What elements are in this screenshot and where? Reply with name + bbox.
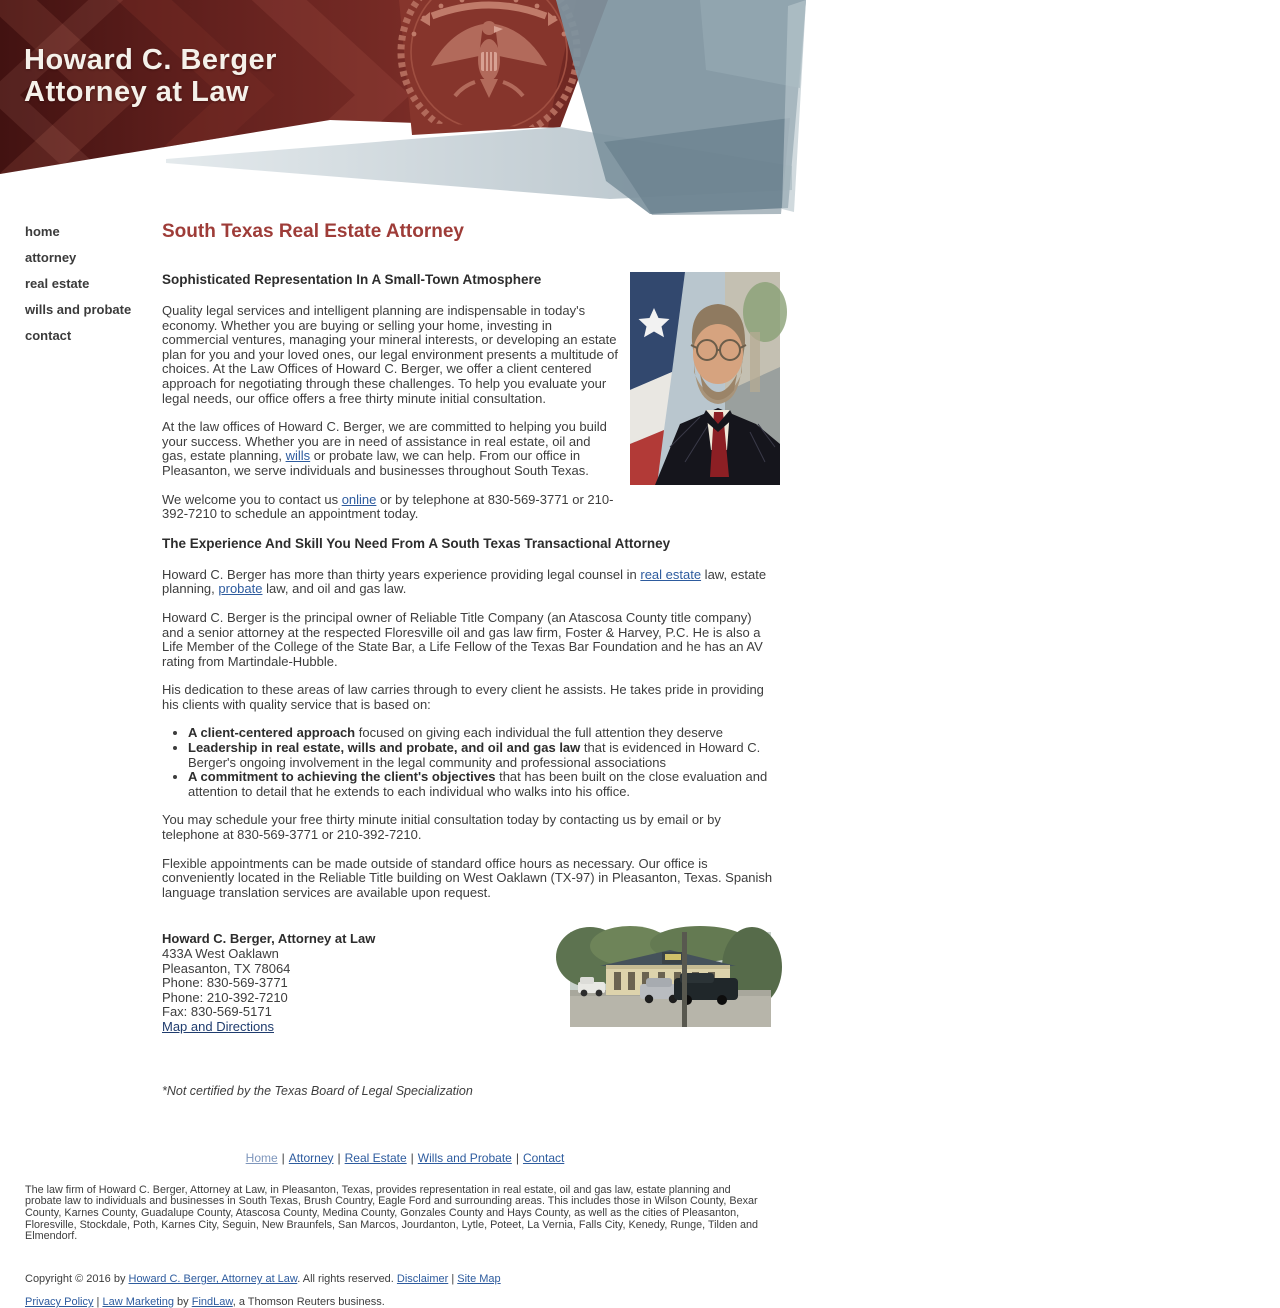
exp-p1-text-a: Howard C. Berger has more than thirty years experience providing legal counsel in bbox=[162, 566, 641, 582]
intro-text bbox=[162, 272, 618, 536]
copyright-separator: | bbox=[448, 1273, 458, 1286]
footer-link-real-estate[interactable]: Real Estate bbox=[344, 1150, 407, 1165]
site-map-link[interactable]: Site Map bbox=[457, 1273, 501, 1286]
bullet-2-bold: Leadership in real estate, wills and probate, and oil and gas law bbox=[188, 740, 581, 756]
bullet-2-text: that is evidenced in Howard C. Berger's ongoing involvement in the legal community and professional associations bbox=[188, 740, 761, 770]
address-line2: Pleasanton, TX 78064 bbox=[162, 960, 291, 976]
intro-paragraph-1: Quality legal services and intelligent planning are indispensable in today's economy. Whether you are buying or selling your home, investing in commercial ventures, managing your mineral interests, or developing an estate plan for you and your loved ones, our legal environment presents a multitude of choices. At the Law Offices of Howard C. Berger, we offer a client centered approach for negotiating through these challenges. To help you evaluate your legal needs, our office offers a free thirty minute initial consultation. bbox=[162, 303, 618, 406]
experience-paragraph-2: Howard C. Berger is the principal owner of Reliable Title Company (an Atascosa County title company) and a senior attorney at the respected Floresville oil and gas law firm, Foster & Harvey, P.C. He is also a Life Member of the College of the State Bar, a Life Fellow of the Texas Bar Foundation and he has an AV rating from Martindale-Hubble. bbox=[162, 609, 763, 669]
appointments-paragraph: Flexible appointments can be made outside of standard office hours as necessary. Our office is conveniently located in the Reliable Title building on West Oaklawn (TX-97) in Pleasanton, Texas. Spanish language translation services are available upon request. bbox=[162, 855, 773, 900]
footer-link-wills-and-probate[interactable]: Wills and Probate bbox=[417, 1150, 512, 1165]
exp-p1-text-b: law, estate planning, bbox=[162, 566, 767, 597]
list-item bbox=[188, 770, 776, 799]
sidebar-item-home[interactable]: home bbox=[25, 224, 60, 239]
footer-nav-separator: | bbox=[337, 1150, 341, 1165]
bullet-1-text: focused on giving each individual the full attention they deserve bbox=[355, 725, 723, 741]
list-item bbox=[188, 741, 776, 770]
consultation-paragraph: You may schedule your free thirty minute initial consultation today by contacting us by email or by telephone at 830-569-3771 or 210-392-7210. bbox=[162, 812, 721, 843]
wills-link[interactable]: wills bbox=[285, 448, 311, 464]
experience-paragraph-3: His dedication to these areas of law carries through to every client he assists. He takes pride in providing his clients with quality service that is based on: bbox=[162, 682, 764, 712]
intro-p3-text-b: or by telephone at 830-569-3771 or 210-392-7210 to schedule an appointment today. bbox=[162, 491, 614, 522]
firm-copyright-link[interactable]: Howard C. Berger, Attorney at Law bbox=[128, 1273, 298, 1286]
address-line1: 433A West Oaklawn bbox=[162, 946, 279, 961]
exp-p1-text-c: law, and oil and gas law. bbox=[262, 581, 407, 597]
list-item bbox=[188, 726, 776, 741]
contact-block bbox=[162, 932, 375, 1034]
office-building-photo bbox=[570, 932, 771, 1027]
disclaimer-link[interactable]: Disclaimer bbox=[396, 1273, 449, 1286]
probate-link[interactable]: probate bbox=[218, 581, 263, 597]
map-directions-link[interactable]: Map and Directions bbox=[162, 1018, 274, 1034]
sidebar-item-real-estate[interactable]: real estate bbox=[25, 276, 90, 291]
privacy-separator: | bbox=[93, 1296, 103, 1308]
sidebar-item-attorney[interactable]: attorney bbox=[25, 250, 77, 265]
footer-nav-separator: | bbox=[515, 1150, 519, 1165]
bullet-1-bold: A client-centered approach bbox=[188, 725, 356, 741]
intro-p2-text-a: At the law offices of Howard C. Berger, we are committed to helping you build your success. Whether you are in need of assistance in real estate, oil and gas, estate planning, bbox=[162, 419, 607, 464]
intro-p2-text-b: or probate law, we can help. From our office in Pleasanton, we serve individuals and businesses throughout South Texas. bbox=[162, 448, 589, 478]
privacy-line bbox=[25, 1296, 810, 1308]
certification-note: *Not certified by the Texas Board of Legal Specialization bbox=[162, 1083, 473, 1098]
footer-link-contact[interactable]: Contact bbox=[522, 1150, 565, 1165]
sidebar-item-wills-and-probate[interactable]: wills and probate bbox=[25, 302, 132, 317]
bullet-3-text: that has been built on the close evaluation and attention to detail that he extends to each individual who walks into his office. bbox=[188, 769, 768, 799]
page-title: South Texas Real Estate Attorney bbox=[162, 221, 464, 242]
contact-row bbox=[162, 932, 776, 1034]
copyright-text-mid: . All rights reserved. bbox=[297, 1273, 397, 1286]
privacy-policy-link[interactable]: Privacy Policy bbox=[25, 1296, 94, 1308]
header-banner-graphic bbox=[0, 0, 812, 216]
main-content bbox=[162, 216, 776, 1098]
footer-link-home[interactable]: Home bbox=[245, 1150, 278, 1165]
bullet-3-bold: A commitment to achieving the client's objectives bbox=[188, 769, 496, 785]
footer bbox=[0, 1151, 810, 1308]
intro-paragraph-3 bbox=[162, 493, 618, 522]
copyright-text-pre: Copyright © 2016 by bbox=[25, 1273, 129, 1286]
fax-number: Fax: 830-569-5171 bbox=[162, 1004, 272, 1020]
contact-online-link[interactable]: online bbox=[341, 491, 377, 507]
intro-paragraph-2 bbox=[162, 420, 618, 478]
sidebar-nav bbox=[25, 216, 162, 355]
footer-nav-separator: | bbox=[410, 1150, 414, 1165]
real-estate-link[interactable]: real estate bbox=[640, 566, 702, 582]
quality-list bbox=[162, 726, 776, 799]
site-title bbox=[24, 44, 277, 108]
section1-heading: Sophisticated Representation In A Small-Town Atmosphere bbox=[162, 272, 542, 287]
intro-p3-text-a: We welcome you to contact us bbox=[162, 491, 342, 507]
footer-nav bbox=[0, 1151, 810, 1165]
findlaw-link[interactable]: FindLaw bbox=[191, 1296, 233, 1308]
site-title-line2: Attorney at Law bbox=[24, 76, 250, 108]
copyright-line bbox=[25, 1273, 810, 1285]
sidebar-item-contact[interactable]: contact bbox=[25, 328, 72, 343]
section2-heading: The Experience And Skill You Need From A South Texas Transactional Attorney bbox=[162, 535, 671, 551]
privacy-text-post: , a Thomson Reuters business. bbox=[232, 1296, 385, 1308]
intro-row bbox=[162, 272, 776, 536]
phone-number-2: Phone: 210-392-7210 bbox=[162, 989, 288, 1005]
footer-description: The law firm of Howard C. Berger, Attorney at Law, in Pleasanton, Texas, provides representation in real estate, oil and gas law, estate planning and probate law to individuals and businesses in South Texas, Brush Country, Eagle Ford and surrounding areas. This includes those in Wilson County, Bexar County, Karnes County, Guadalupe County, Atascosa County, Medina County, Gonzales County and Hays County, as well as the cities of Pleasanton, Floresville, Stockdale, Poth, Karnes City, Seguin, New Braunfels, San Marcos, Jourdanton, Lytle, Poteet, La Vernia, Falls City, Kenedy, Runge, Tilden and Elmendorf. bbox=[25, 1183, 758, 1243]
footer-nav-separator: | bbox=[281, 1150, 285, 1165]
phone-number-1: Phone: 830-569-3771 bbox=[162, 975, 288, 991]
attorney-portrait-photo bbox=[630, 272, 780, 485]
experience-paragraph-1 bbox=[162, 568, 776, 597]
footer-link-attorney[interactable]: Attorney bbox=[288, 1150, 334, 1165]
privacy-text-by: by bbox=[174, 1296, 192, 1308]
site-header bbox=[0, 0, 812, 216]
main-row bbox=[0, 216, 1280, 1098]
firm-name: Howard C. Berger, Attorney at Law bbox=[162, 931, 376, 947]
site-title-line1: Howard C. Berger bbox=[24, 44, 277, 76]
law-marketing-link[interactable]: Law Marketing bbox=[102, 1296, 174, 1308]
